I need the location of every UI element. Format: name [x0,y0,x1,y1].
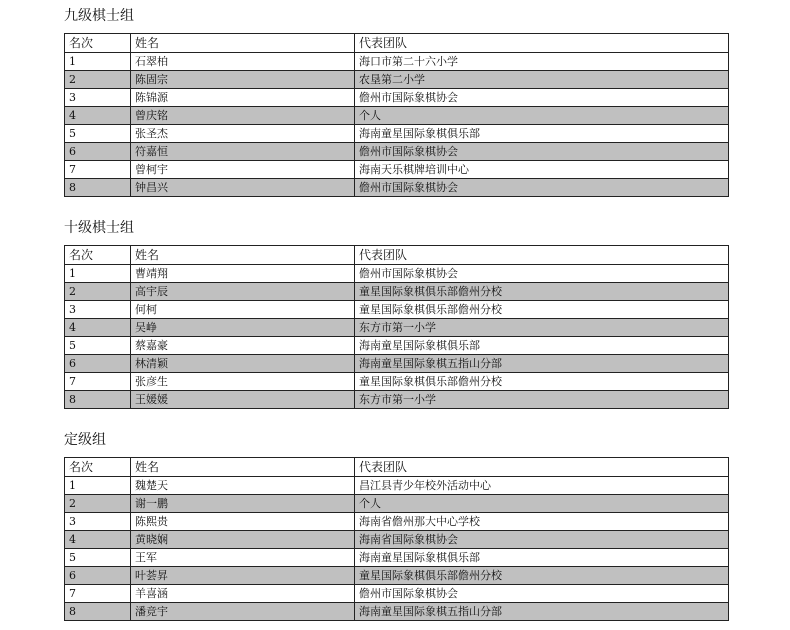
name-cell: 潘竞宇 [131,603,355,621]
team-cell: 儋州市国际象棋协会 [355,143,729,161]
rank-cell: 4 [65,319,131,337]
rank-cell: 7 [65,373,131,391]
rank-cell: 2 [65,71,131,89]
rank-cell: 6 [65,567,131,585]
rank-cell: 4 [65,531,131,549]
table-row [65,477,729,495]
table-row [65,531,729,549]
table-row [65,585,729,603]
table-row [65,107,729,125]
rank-cell: 6 [65,355,131,373]
rank-cell: 6 [65,143,131,161]
table-row [65,549,729,567]
name-cell: 林清颖 [131,355,355,373]
team-cell: 农垦第二小学 [355,71,729,89]
team-cell: 海南天乐棋牌培训中心 [355,161,729,179]
table-header-row [65,458,729,477]
team-header: 代表团队 [355,458,729,477]
section-title: 九级棋士组 [64,8,134,24]
table-header-row [65,34,729,53]
name-cell: 吴峥 [131,319,355,337]
name-cell: 曾柯宇 [131,161,355,179]
table-row [65,495,729,513]
rank-cell: 2 [65,283,131,301]
result-section [64,218,728,409]
table-row [65,355,729,373]
team-cell: 海南童星国际象棋五指山分部 [355,603,729,621]
table-row [65,179,729,197]
rank-cell: 5 [65,549,131,567]
name-cell: 陈锦源 [131,89,355,107]
rank-cell: 4 [65,107,131,125]
team-cell: 儋州市国际象棋协会 [355,179,729,197]
rank-cell: 8 [65,391,131,409]
team-cell: 童星国际象棋俱乐部儋州分校 [355,373,729,391]
rank-header: 名次 [65,34,131,53]
team-cell: 儋州市国际象棋协会 [355,585,729,603]
team-cell: 海南省国际象棋协会 [355,531,729,549]
name-cell: 张圣杰 [131,125,355,143]
result-section [64,6,728,197]
rank-cell: 1 [65,477,131,495]
table-row [65,391,729,409]
table-row [65,89,729,107]
table-row [65,373,729,391]
team-cell: 童星国际象棋俱乐部儋州分校 [355,283,729,301]
table-row [65,143,729,161]
rank-cell: 1 [65,53,131,71]
name-cell: 陈熙贵 [131,513,355,531]
name-cell: 符嘉恒 [131,143,355,161]
table-row [65,567,729,585]
team-cell: 海南童星国际象棋俱乐部 [355,125,729,143]
name-cell: 羊喜涵 [131,585,355,603]
name-cell: 黄晓娴 [131,531,355,549]
team-cell: 个人 [355,495,729,513]
name-header: 姓名 [131,34,355,53]
name-cell: 王媛媛 [131,391,355,409]
table-header-row [65,246,729,265]
team-cell: 童星国际象棋俱乐部儋州分校 [355,567,729,585]
team-cell: 儋州市国际象棋协会 [355,265,729,283]
name-cell: 叶荟昇 [131,567,355,585]
results-table [64,33,729,197]
result-section [64,430,728,621]
rank-cell: 8 [65,603,131,621]
section-title: 定级组 [64,432,106,448]
rank-cell: 7 [65,585,131,603]
table-row [65,283,729,301]
rank-cell: 3 [65,301,131,319]
team-header: 代表团队 [355,34,729,53]
name-cell: 魏楚天 [131,477,355,495]
team-cell: 东方市第一小学 [355,319,729,337]
rank-cell: 5 [65,125,131,143]
name-cell: 石翠柏 [131,53,355,71]
rank-header: 名次 [65,458,131,477]
rank-cell: 5 [65,337,131,355]
team-cell: 个人 [355,107,729,125]
name-cell: 蔡嘉豪 [131,337,355,355]
rank-cell: 1 [65,265,131,283]
results-table [64,245,729,409]
name-header: 姓名 [131,458,355,477]
team-cell: 童星国际象棋俱乐部儋州分校 [355,301,729,319]
name-cell: 陈固宗 [131,71,355,89]
rank-cell: 3 [65,89,131,107]
rank-cell: 2 [65,495,131,513]
table-row [65,337,729,355]
name-cell: 钟昌兴 [131,179,355,197]
team-cell: 海南省儋州那大中心学校 [355,513,729,531]
rank-cell: 3 [65,513,131,531]
name-cell: 张彦生 [131,373,355,391]
table-row [65,71,729,89]
team-cell: 海南童星国际象棋俱乐部 [355,549,729,567]
results-table [64,457,729,621]
name-cell: 王军 [131,549,355,567]
team-cell: 海南童星国际象棋俱乐部 [355,337,729,355]
team-cell: 海口市第二十六小学 [355,53,729,71]
team-cell: 昌江县青少年校外活动中心 [355,477,729,495]
rank-cell: 8 [65,179,131,197]
table-row [65,603,729,621]
team-cell: 海南童星国际象棋五指山分部 [355,355,729,373]
rank-cell: 7 [65,161,131,179]
rank-header: 名次 [65,246,131,265]
name-cell: 何柯 [131,301,355,319]
name-cell: 谢一鹏 [131,495,355,513]
table-row [65,319,729,337]
table-row [65,301,729,319]
team-cell: 儋州市国际象棋协会 [355,89,729,107]
team-cell: 东方市第一小学 [355,391,729,409]
table-row [65,161,729,179]
name-cell: 高宇辰 [131,283,355,301]
table-row [65,513,729,531]
name-cell: 曾庆铭 [131,107,355,125]
team-header: 代表团队 [355,246,729,265]
name-cell: 曹靖翔 [131,265,355,283]
table-row [65,265,729,283]
table-row [65,53,729,71]
section-title: 十级棋士组 [64,220,134,236]
name-header: 姓名 [131,246,355,265]
table-row [65,125,729,143]
